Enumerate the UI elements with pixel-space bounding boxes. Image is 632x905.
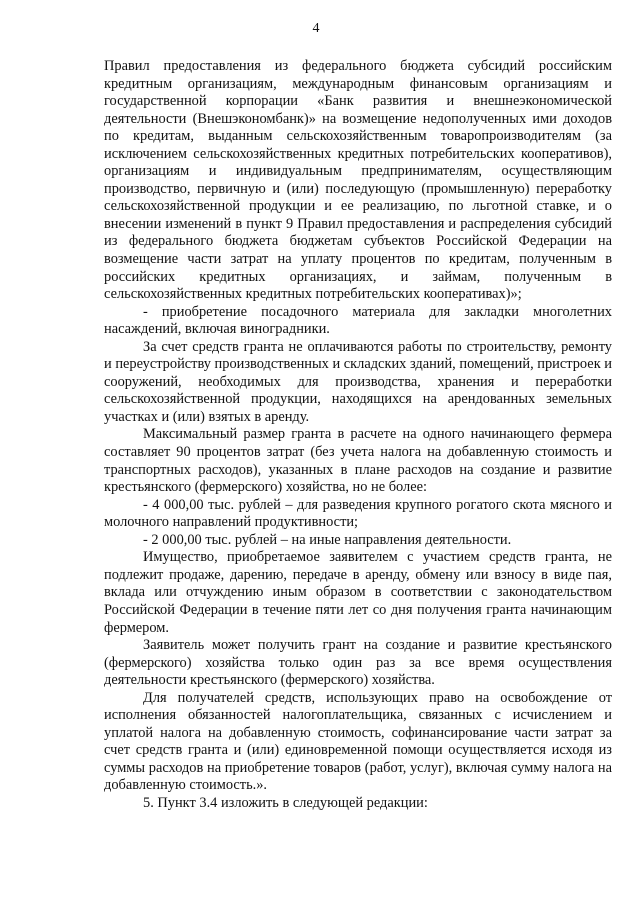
paragraph-planting-material: - приобретение посадочного материала для закладки многолетних насаждений, включая виноградники.	[104, 303, 612, 338]
page-number: 4	[312, 21, 320, 36]
paragraph-grant-exclusions: За счет средств гранта не оплачиваются работы по строительству, ремонту и переустройству производственных и складских зданий, помещений, пристроек и сооружений, необходимых для производства, хранения и переработки сельскохозяйственной продукции, находящихся на арендованных земельных участках и (или) взятых в аренду.	[104, 338, 612, 425]
paragraph-property-restriction: Имущество, приобретаемое заявителем с участием средств гранта, не подлежит продаже, дарению, передаче в аренду, обмену или взносу в виде пая, вклада или отчуждению иным образом в соответствии с законодательством Российской Федерации в течение пяти лет со дня получения гранта начинающим фермером.	[104, 549, 612, 636]
paragraph-item-5: 5. Пункт 3.4 изложить в следующей редакции:	[143, 794, 428, 811]
paragraph-other-limit: - 2 000,00 тыс. рублей – на иные направления деятельности.	[143, 531, 512, 548]
paragraph-maximum-grant: Максимальный размер гранта в расчете на одного начинающего фермера составляет 90 процентов затрат (без учета налога на добавленную стоимость и транспортных расходов), указанных в плане расходов на создание и развитие крестьянского (фермерского) хозяйства, но не более:	[104, 426, 612, 496]
document-body	[104, 58, 612, 813]
paragraph-vat-cofinancing: Для получателей средств, использующих право на освобождение от исполнения обязанностей налогоплательщика, связанных с исчислением и уплатой налога на добавленную стоимость, софинансирование части затрат за счет средств гранта и (или) единовременной помощи осуществляется исходя из суммы расходов на приобретение товаров (работ, услуг), включая сумму налога на добавленную стоимость.».	[104, 689, 612, 794]
paragraph-one-time-grant: Заявитель может получить грант на создание и развитие крестьянского (фермерского) хозяйства только один раз за все время осуществления деятельности крестьянского (фермерского) хозяйства.	[104, 637, 612, 689]
paragraph-cattle-limit: - 4 000,00 тыс. рублей – для разведения крупного рогатого скота мясного и молочного направлений продуктивности;	[104, 496, 612, 531]
paragraph-rules-continuation: Правил предоставления из федерального бюджета субсидий российским кредитным организациям, международным финансовым организациям и государственной корпорации «Банк развития и внешнеэкономической деятельности (Внешэкономбанк)» на возмещение недополученных ими доходов по кредитам, выданным сельскохозяйственным товаропроизводителям (за исключением сельскохозяйственных кредитных потребительских кооперативов), организациям и индивидуальным предпринимателям, осуществляющим производство, первичную и (или) последующую (промышленную) переработку сельскохозяйственной продукции и ее реализацию, по льготной ставке, и о внесении изменений в пункт 9 Правил предоставления и распределения субсидий из федерального бюджета бюджетам субъектов Российской Федерации на возмещение части затрат на уплату процентов по кредитам, полученным в российских кредитных организациях, и займам, полученным в сельскохозяйственных кредитных потребительских кооперативах)»;	[104, 58, 612, 303]
